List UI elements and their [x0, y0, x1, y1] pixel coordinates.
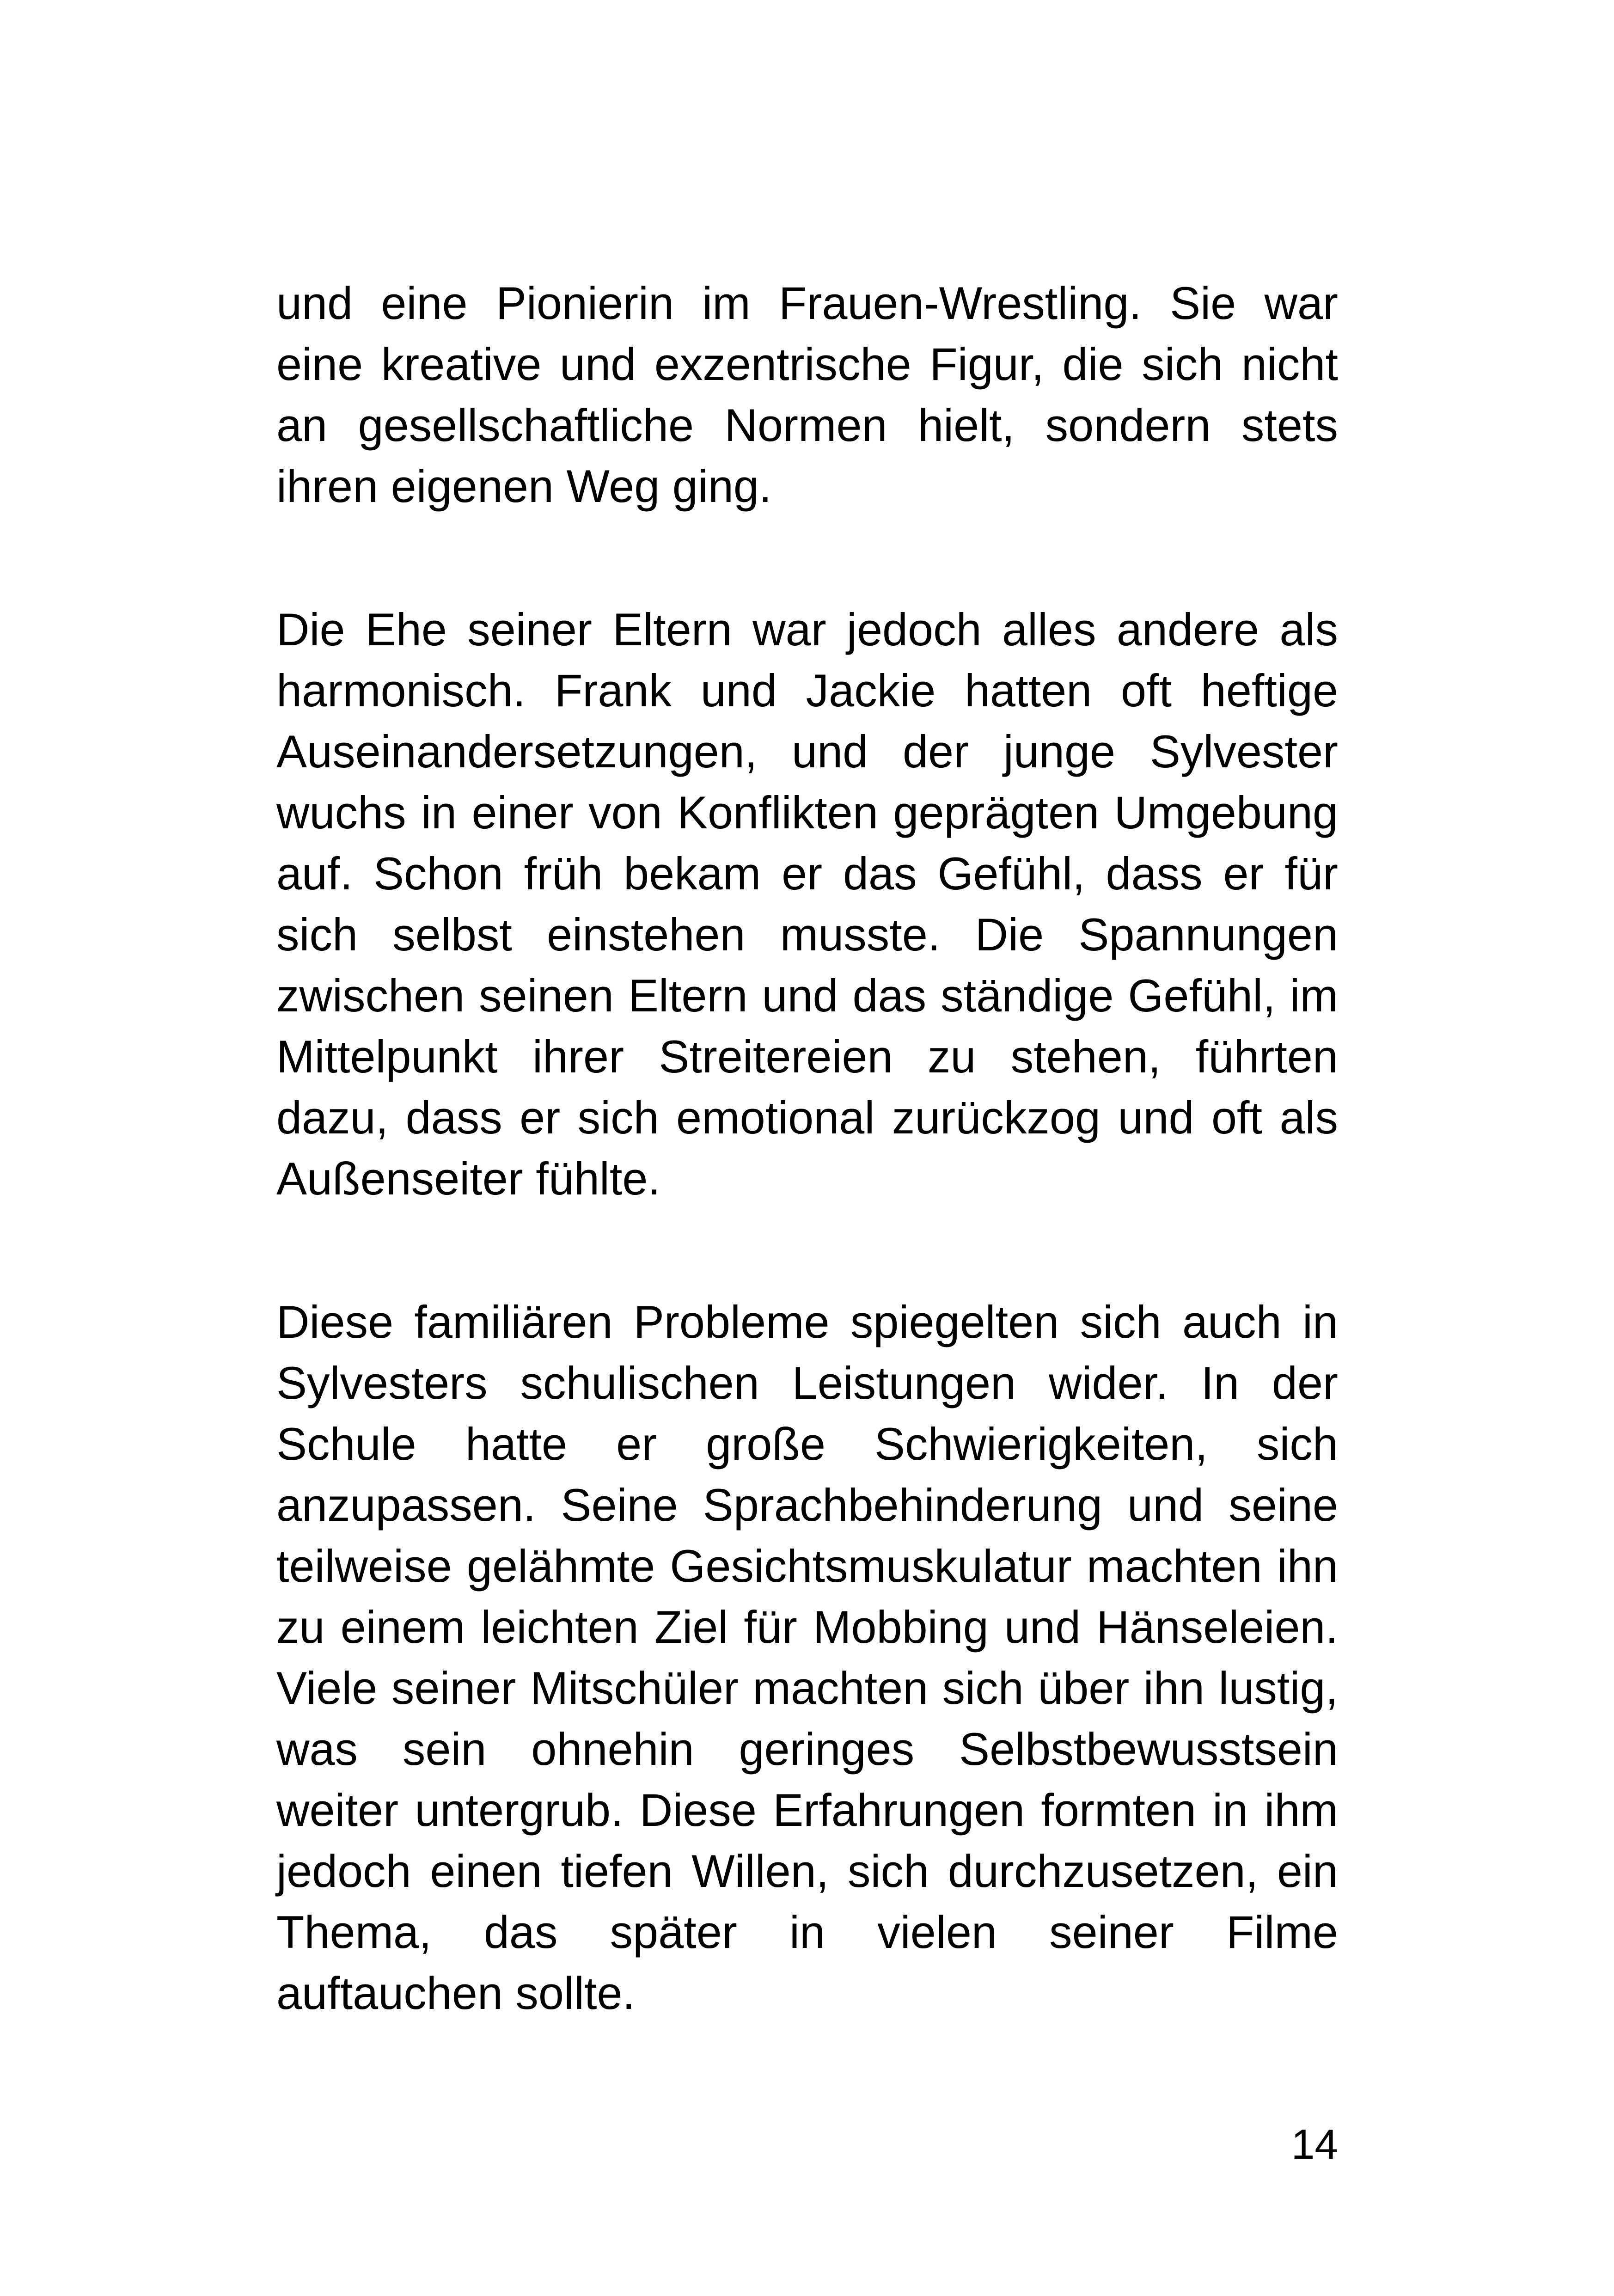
- paragraph-1: und eine Pionierin im Frauen-Wrestling. Sie war eine kreative und exzentrische Figur, die sich nicht an gesellschaftliche Normen hielt, sondern stets ihren eigenen Weg ging.: [276, 277, 1338, 512]
- page-number: 14: [1291, 2121, 1338, 2168]
- paragraph-2: Die Ehe seiner Eltern war jedoch alles andere als harmonisch. Frank und Jackie hatten oft heftige Auseinandersetzungen, und der junge Sylvester wuchs in einer von Konflikten geprägten Umgebung auf. Schon früh bekam er das Gefühl, dass er für sich selbst einstehen musste. Die Spannungen zwischen seinen Eltern und das ständige Gefühl, im Mittelpunkt ihrer Streitereien zu stehen, führten dazu, dass er sich emotional zurückzog und oft als Außenseiter fühlte.: [276, 604, 1338, 1204]
- body-text: [276, 273, 1338, 2106]
- paragraph-3: Diese familiären Probleme spiegelten sich auch in Sylvesters schulischen Leistungen wider. In der Schule hatte er große Schwierigkeiten, sich anzupassen. Seine Sprachbehinderung und seine teilweise gelähmte Gesichtsmuskulatur machten ihn zu einem leichten Ziel für Mobbing und Hänseleien. Viele seiner Mitschüler machten sich über ihn lustig, was sein ohnehin geringes Selbstbewusstsein weiter untergrub. Diese Erfahrungen formten in ihm jedoch einen tiefen Willen, sich durchzusetzen, ein Thema, das später in vielen seiner Filme auftauchen sollte.: [276, 1296, 1338, 2019]
